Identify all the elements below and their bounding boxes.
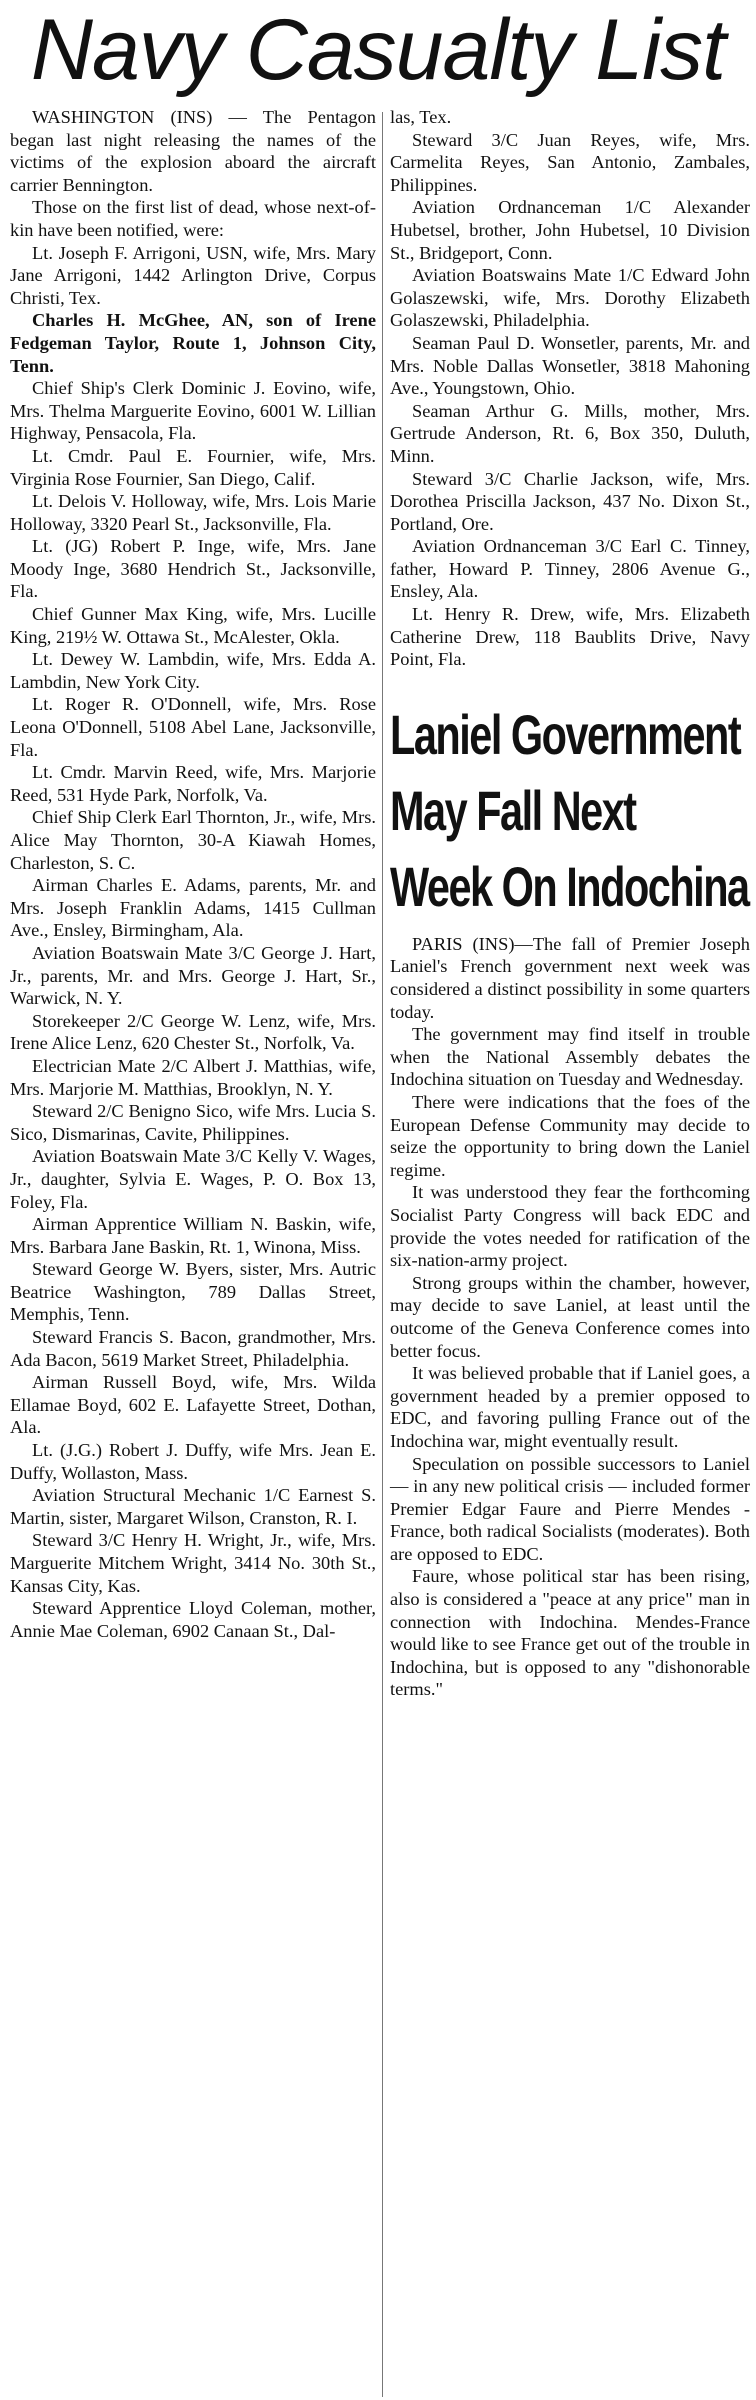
casualty-entry: Airman Russell Boyd, wife, Mrs. Wilda Ellamae Boyd, 602 E. Lafayette Street, Dothan, Ala. [10,1372,376,1438]
casualty-entry: Lt. (J.G.) Robert J. Duffy, wife Mrs. Jean E. Duffy, Wollaston, Mass. [10,1440,376,1483]
story-paragraph: Speculation on possible successors to Laniel — in any new political crisis — included former Premier Edgar Faure and Pierre Mendes - France, both radical Socialists (moderates). Both are opposed to EDC. [390,1453,750,1564]
casualty-entry: Aviation Ordnanceman 3/C Earl C. Tinney, father, Howard P. Tinney, 2806 Avenue G., Ensley, Ala. [390,536,750,602]
headline: Navy Casualty List [30,2,726,98]
casualty-entry: Airman Charles E. Adams, parents, Mr. and Mrs. Joseph Franklin Adams, 1415 Cullman Ave., Ensley, Birmingham, Ala. [10,875,376,941]
casualty-entry: Aviation Ordnanceman 1/C Alexander Hubetsel, brother, John Hubetsel, 10 Division St., Bridgeport, Conn. [390,197,750,263]
casualty-entry: Lt. Delois V. Holloway, wife, Mrs. Lois Marie Holloway, 3320 Pearl St., Jacksonville, Fla. [10,491,376,534]
casualty-entry: Seaman Paul D. Wonsetler, parents, Mr. and Mrs. Noble Dallas Wonsetler, 3818 Mahoning Ave., Youngstown, Ohio. [390,332,750,399]
story-paragraph: There were indications that the foes of the European Defense Community may decide to seize the opportunity to bring down the Laniel regime. [390,1092,750,1180]
casualty-entry-continued: las, Tex. [390,107,452,127]
casualty-entry: Electrician Mate 2/C Albert J. Matthias, wife, Mrs. Marjorie M. Matthias, Brooklyn, N. Y. [10,1055,376,1099]
casualty-entry: Lt. Cmdr. Marvin Reed, wife, Mrs. Marjorie Reed, 531 Hyde Park, Norfolk, Va. [10,762,376,805]
casualty-entry: Chief Ship Clerk Earl Thornton, Jr., wife, Mrs. Alice May Thornton, 30-A Kiawah Homes, Charleston, S. C. [10,807,376,873]
casualty-entry: Airman Apprentice William N. Baskin, wife, Mrs. Barbara Jane Baskin, Rt. 1, Winona, Miss. [10,1214,376,1257]
dateline-paragraph: WASHINGTON (INS) — The Pentagon began last night releasing the names of the victims of the explosion aboard the aircraft carrier Bennington. [10,107,376,195]
right-column [390,106,750,1701]
casualty-entry: Steward Francis S. Bacon, grandmother, Mrs. Ada Bacon, 5619 Market Street, Philadelphia. [10,1327,376,1370]
casualty-entry: Lt. Cmdr. Paul E. Fournier, wife, Mrs. Virginia Rose Fournier, San Diego, Calif. [10,445,376,489]
casualty-entry: Steward Apprentice Lloyd Coleman, mother, Annie Mae Coleman, 6902 Canaan St., Dal- [10,1598,376,1641]
casualty-entry: Lt. (JG) Robert P. Inge, wife, Mrs. Jane Moody Inge, 3680 Hendrich St., Jacksonville, Fla. [10,536,376,602]
casualty-entry: Storekeeper 2/C George W. Lenz, wife, Mrs. Irene Alice Lenz, 620 Chester St., Norfolk, Va. [10,1010,376,1054]
casualty-entry: Steward 3/C Henry H. Wright, Jr., wife, Mrs. Marguerite Mitchem Wright, 3414 No. 30th St., Kansas City, Kas. [10,1530,376,1596]
casualty-entry: Lt. Dewey W. Lambdin, wife, Mrs. Edda A. Lambdin, New York City. [10,649,376,692]
story-paragraph: Strong groups within the chamber, however, may decide to save Laniel, at least until the outcome of the Geneva Conference comes into better focus. [390,1272,750,1361]
casualty-entry: Seaman Arthur G. Mills, mother, Mrs. Gertrude Anderson, Rt. 6, Box 350, Duluth, Minn. [390,400,750,466]
story-headline [390,697,749,925]
story-paragraph: The government may find itself in trouble when the National Assembly debates the Indochina situation on Tuesday and Wednesday. [390,1024,750,1090]
casualty-entry: Lt. Roger R. O'Donnell, wife, Mrs. Rose Leona O'Donnell, 5108 Abel Lane, Jacksonville, Fla. [10,694,376,760]
casualty-entry: Aviation Structural Mechanic 1/C Earnest S. Martin, sister, Margaret Wilson, Cranston, R. I. [10,1485,376,1528]
casualty-entry: Aviation Boatswain Mate 3/C George J. Hart, Jr., parents, Mr. and Mrs. George J. Hart, Sr., Warwick, N. Y. [10,942,376,1009]
column-rule [382,112,383,2397]
casualty-entry: Aviation Boatswain Mate 3/C Kelly V. Wages, Jr., daughter, Sylvia E. Wages, P. O. Box 13, Foley, Fla. [10,1146,376,1212]
casualty-entry: Charles H. McGhee, AN, son of Irene Fedgeman Taylor, Route 1, Johnson City, Tenn. [10,310,376,376]
casualty-entry: Steward 2/C Benigno Sico, wife Mrs. Lucia S. Sico, Dismarinas, Cavite, Philippines. [10,1101,376,1144]
casualty-entry: Lt. Henry R. Drew, wife, Mrs. Elizabeth Catherine Drew, 118 Baublits Drive, Navy Point, Fla. [390,604,750,670]
casualty-entry: Chief Ship's Clerk Dominic J. Eovino, wife, Mrs. Thelma Marguerite Eovino, 6001 W. Lillian Highway, Pensacola, Fla. [10,378,376,444]
story-headline-line: Week On Indochina [390,854,749,918]
casualty-entry: Steward George W. Byers, sister, Mrs. Autric Beatrice Washington, 789 Dallas Street, Memphis, Tenn. [10,1259,376,1325]
story-headline-line: May Fall Next [390,778,636,842]
casualty-entry: Steward 3/C Charlie Jackson, wife, Mrs. Dorothea Priscilla Jackson, 437 No. Dixon St., Portland, Ore. [390,468,750,534]
story-paragraph: It was understood they fear the forthcoming Socialist Party Congress will back EDC and provide the votes needed for ratification of the six-nation-army project. [390,1182,750,1271]
casualty-entry: Lt. Joseph F. Arrigoni, USN, wife, Mrs. Mary Jane Arrigoni, 1442 Arlington Drive, Corpus Christi, Tex. [10,242,376,308]
story-headline-line: Laniel Government [390,702,741,766]
story-paragraph: It was believed probable that if Laniel goes, a government headed by a premier opposed to EDC, and favoring pulling France out of the Indochina war, might eventually result. [390,1363,750,1451]
story-paragraph: Faure, whose political star has been rising, also is considered a "peace at any price" man in connection with Indochina. Mendes-France would like to see France get out of the trouble in Indochina, but is opposed to any "dishonorable terms." [390,1566,750,1700]
casualty-entry: Chief Gunner Max King, wife, Mrs. Lucille King, 219½ W. Ottawa St., McAlester, Okla. [10,604,376,647]
casualty-entry: Steward 3/C Juan Reyes, wife, Mrs. Carmelita Reyes, San Antonio, Zambales, Philippines. [390,129,750,195]
story-paragraph: PARIS (INS)—The fall of Premier Joseph Laniel's French government next week was considered a distinct possibility in some quarters today. [390,933,750,1022]
list-intro: Those on the first list of dead, whose next-of-kin have been notified, were: [10,197,376,240]
casualty-list-column-left [10,106,376,1642]
casualty-entry: Aviation Boatswains Mate 1/C Edward John Golaszewski, wife, Mrs. Dorothy Elizabeth Golaszewski, Philadelphia. [390,265,750,331]
